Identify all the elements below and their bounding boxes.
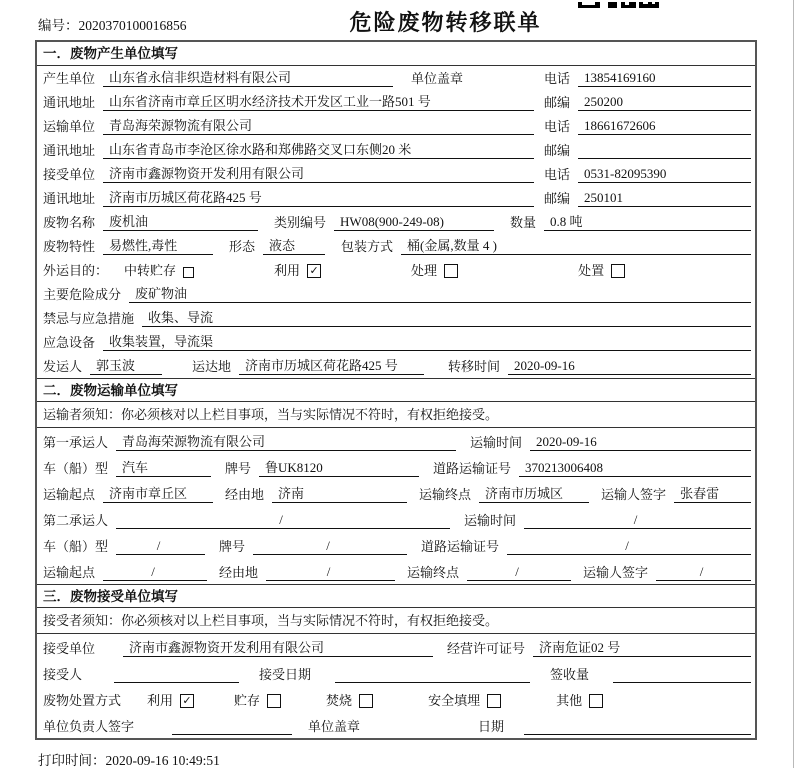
form-label: 形态 <box>229 239 256 254</box>
phone2-value: 18661672606 <box>578 118 751 135</box>
date-value <box>524 734 751 735</box>
origin1-value: 济南市章丘区 <box>103 483 213 503</box>
via1-label: 经由地 <box>225 487 265 502</box>
row-waste-character <box>37 234 755 258</box>
vehicle2-value: / <box>116 538 205 555</box>
disposal-option-utilize <box>147 690 194 709</box>
time1-value: 2020-09-16 <box>530 434 751 451</box>
phone1-label: 电话 <box>543 71 570 86</box>
disposal-option-other <box>556 690 603 709</box>
character-value: 易燃性,毒性 <box>103 235 213 255</box>
row-producer-address <box>37 90 755 114</box>
qr-code-icon <box>578 0 660 16</box>
checkbox-checked-icon: ✓ <box>307 264 321 278</box>
row-taboo <box>37 306 755 330</box>
row-first-route <box>37 480 755 506</box>
purpose-option-label: 利用 <box>274 263 301 278</box>
phone3-value: 0531-82095390 <box>578 166 751 183</box>
page-right-edge <box>793 0 794 768</box>
zip1-value: 250200 <box>578 94 751 111</box>
transfer-time-label: 转移时间 <box>448 359 501 374</box>
disposal-option-label: 安全填埋 <box>428 693 481 708</box>
carrier2-label: 第二承运人 <box>43 513 109 528</box>
time2-label: 运输时间 <box>464 513 517 528</box>
disposal-option-incinerate <box>326 690 373 709</box>
consignor-value: 郭玉波 <box>90 355 162 375</box>
checkbox-icon <box>267 694 281 708</box>
row-hazard <box>37 282 755 306</box>
time1-label: 运输时间 <box>470 435 523 450</box>
checkbox-icon <box>589 694 603 708</box>
time2-value: / <box>524 512 751 529</box>
acceptor-value <box>114 682 239 683</box>
transfer-form-table <box>35 40 757 740</box>
destination-value: 济南市历城区荷花路425 号 <box>239 355 424 375</box>
category-value: HW08(900-249-08) <box>334 214 494 231</box>
addr1-value: 山东省济南市章丘区明水经济技术开发区工业一路501 号 <box>103 91 534 111</box>
checkbox-icon <box>183 267 194 278</box>
row-first-carrier <box>37 428 755 454</box>
section2-title: 二．废物运输单位填写 <box>37 378 755 402</box>
zip3-value: 250101 <box>578 190 751 207</box>
row-receiver-address <box>37 186 755 210</box>
accept-date-value <box>335 682 530 683</box>
qty-value: 0.8 吨 <box>544 211 751 231</box>
disposal-option-label: 焚烧 <box>326 693 353 708</box>
row-producer <box>37 66 755 90</box>
plate1-label: 牌号 <box>225 461 252 476</box>
print-time-value: 2020-09-16 10:49:51 <box>105 753 220 768</box>
addr2-label: 通讯地址 <box>43 143 96 158</box>
license-value: 济南危证02 号 <box>533 637 751 657</box>
section1-title: 一．废物产生单位填写 <box>37 42 755 66</box>
producer-label: 产生单位 <box>43 71 96 86</box>
origin2-value: / <box>103 564 207 581</box>
row-purpose <box>37 258 755 282</box>
received-qty-label: 签收量 <box>550 667 590 682</box>
producer-value: 山东省永信非织造材料有限公司 <box>103 67 393 87</box>
disposal-option-label: 利用 <box>147 693 174 708</box>
zip1-label: 邮编 <box>543 95 570 110</box>
origin1-label: 运输起点 <box>43 487 96 502</box>
purpose-option-label: 处置 <box>578 263 605 278</box>
license-label: 经营许可证号 <box>447 641 526 656</box>
row-transporter <box>37 114 755 138</box>
end2-label: 运输终点 <box>407 565 460 580</box>
category-label: 类别编号 <box>274 215 327 230</box>
addr3-label: 通讯地址 <box>43 191 96 206</box>
document-header <box>0 0 796 40</box>
phone3-label: 电话 <box>543 167 570 182</box>
doc-number-label: 编号： <box>38 18 79 33</box>
zip2-label: 邮编 <box>543 143 570 158</box>
end1-label: 运输终点 <box>419 487 472 502</box>
purpose-option-label: 处理 <box>411 263 438 278</box>
disposal-label: 废物处置方式 <box>43 693 122 708</box>
phone1-value: 13854169160 <box>578 70 751 87</box>
vehicle2-label: 车（船）型 <box>43 539 109 554</box>
hazard-value: 废矿物油 <box>129 283 751 303</box>
date-label: 日期 <box>478 719 505 734</box>
roadlic2-value: / <box>507 538 751 555</box>
row-second-vehicle <box>37 532 755 558</box>
row-transporter-address <box>37 138 755 162</box>
qty-label: 数量 <box>510 215 537 230</box>
vehicle1-value: 汽车 <box>116 457 211 477</box>
checkbox-checked-icon: ✓ <box>180 694 194 708</box>
plate2-value: / <box>253 538 407 555</box>
receiver-label: 接受单位 <box>43 167 96 182</box>
row-head-signature <box>37 712 755 738</box>
row-disposal-method <box>37 686 755 712</box>
destination-label: 运达地 <box>192 359 232 374</box>
checkbox-icon <box>611 264 625 278</box>
unit-seal2-label: 单位盖章 <box>308 719 361 734</box>
addr1-label: 通讯地址 <box>43 95 96 110</box>
character-label: 废物特性 <box>43 239 96 254</box>
page-title: 危险废物转移联单 <box>349 10 542 35</box>
roadlic2-label: 道路运输证号 <box>421 539 500 554</box>
plate1-value: 鲁UK8120 <box>259 457 419 477</box>
sign1-label: 运输人签字 <box>601 487 667 502</box>
checkbox-icon <box>444 264 458 278</box>
row-first-vehicle <box>37 454 755 480</box>
receiver-value: 济南市鑫源物资开发利用有限公司 <box>103 163 534 183</box>
zip2-value <box>578 158 751 159</box>
disposal-option-storage <box>234 690 281 709</box>
phone2-label: 电话 <box>543 119 570 134</box>
purpose-label: 外运目的： <box>43 263 109 278</box>
form-value: 液态 <box>263 235 325 255</box>
equipment-value: 收集装置，导流渠 <box>103 331 751 351</box>
row-emergency-equipment <box>37 330 755 354</box>
received-qty-value <box>613 682 751 683</box>
packing-label: 包装方式 <box>341 239 394 254</box>
row-accept-unit <box>37 634 755 660</box>
roadlic1-label: 道路运输证号 <box>433 461 512 476</box>
disposal-option-label: 其他 <box>556 693 583 708</box>
transporter-label: 运输单位 <box>43 119 96 134</box>
accept-unit-value: 济南市鑫源物资开发利用有限公司 <box>123 637 433 657</box>
doc-number-value: 2020370100016856 <box>78 18 187 33</box>
section3-notice: 接受者须知：你必须核对以上栏目事项，当与实际情况不符时，有权拒绝接受。 <box>37 608 755 634</box>
hazard-label: 主要危险成分 <box>43 287 122 302</box>
section3-title: 三．废物接受单位填写 <box>37 584 755 608</box>
section2-notice: 运输者须知：你必须核对以上栏目事项，当与实际情况不符时，有权拒绝接受。 <box>37 402 755 428</box>
via2-value: / <box>266 564 395 581</box>
head-sign-value <box>172 734 292 735</box>
carrier2-value: / <box>116 512 450 529</box>
purpose-option-label: 中转贮存 <box>124 263 177 278</box>
purpose-option-utilize <box>274 260 321 279</box>
plate2-label: 牌号 <box>219 539 246 554</box>
row-waste-name <box>37 210 755 234</box>
row-receiver <box>37 162 755 186</box>
origin2-label: 运输起点 <box>43 565 96 580</box>
row-acceptor <box>37 660 755 686</box>
taboo-label: 禁忌与应急措施 <box>43 311 135 326</box>
checkbox-icon <box>359 694 373 708</box>
packing-value: 桶(金属,数量 4 ) <box>401 235 751 255</box>
vehicle1-label: 车（船）型 <box>43 461 109 476</box>
end1-value: 济南市历城区 <box>479 483 589 503</box>
acceptor-label: 接受人 <box>43 667 83 682</box>
row-second-route <box>37 558 755 584</box>
addr3-value: 济南市历城区荷花路425 号 <box>103 187 534 207</box>
transporter-value: 青岛海荣源物流有限公司 <box>103 115 534 135</box>
unit-seal-label: 单位盖章 <box>411 71 464 86</box>
via1-value: 济南 <box>272 483 407 503</box>
head-sign-label: 单位负责人签字 <box>43 719 135 734</box>
carrier1-value: 青岛海荣源物流有限公司 <box>116 431 456 451</box>
carrier1-label: 第一承运人 <box>43 435 109 450</box>
equipment-label: 应急设备 <box>43 335 96 350</box>
disposal-option-landfill <box>428 690 501 709</box>
zip3-label: 邮编 <box>543 191 570 206</box>
via2-label: 经由地 <box>219 565 259 580</box>
sign2-label: 运输人签字 <box>583 565 649 580</box>
print-time <box>38 749 220 769</box>
end2-value: / <box>467 564 571 581</box>
waste-name-label: 废物名称 <box>43 215 96 230</box>
addr2-value: 山东省青岛市李沧区徐水路和郑佛路交叉口东侧20 米 <box>103 139 534 159</box>
row-consignor <box>37 354 755 378</box>
checkbox-icon <box>487 694 501 708</box>
sign1-value: 张春雷 <box>674 483 751 503</box>
transfer-time-value: 2020-09-16 <box>508 358 751 375</box>
accept-unit-label: 接受单位 <box>43 641 96 656</box>
accept-date-label: 接受日期 <box>259 667 312 682</box>
consignor-label: 发运人 <box>43 359 83 374</box>
disposal-option-label: 贮存 <box>234 693 261 708</box>
row-second-carrier <box>37 506 755 532</box>
print-time-label: 打印时间： <box>38 753 106 768</box>
waste-name-value: 废机油 <box>103 211 258 231</box>
roadlic1-value: 370213006408 <box>519 460 751 477</box>
purpose-option-transfer-storage <box>124 260 194 279</box>
purpose-option-treat <box>411 260 458 279</box>
purpose-option-dispose <box>578 260 625 279</box>
sign2-value: / <box>656 564 751 581</box>
taboo-value: 收集、导流 <box>142 307 751 327</box>
